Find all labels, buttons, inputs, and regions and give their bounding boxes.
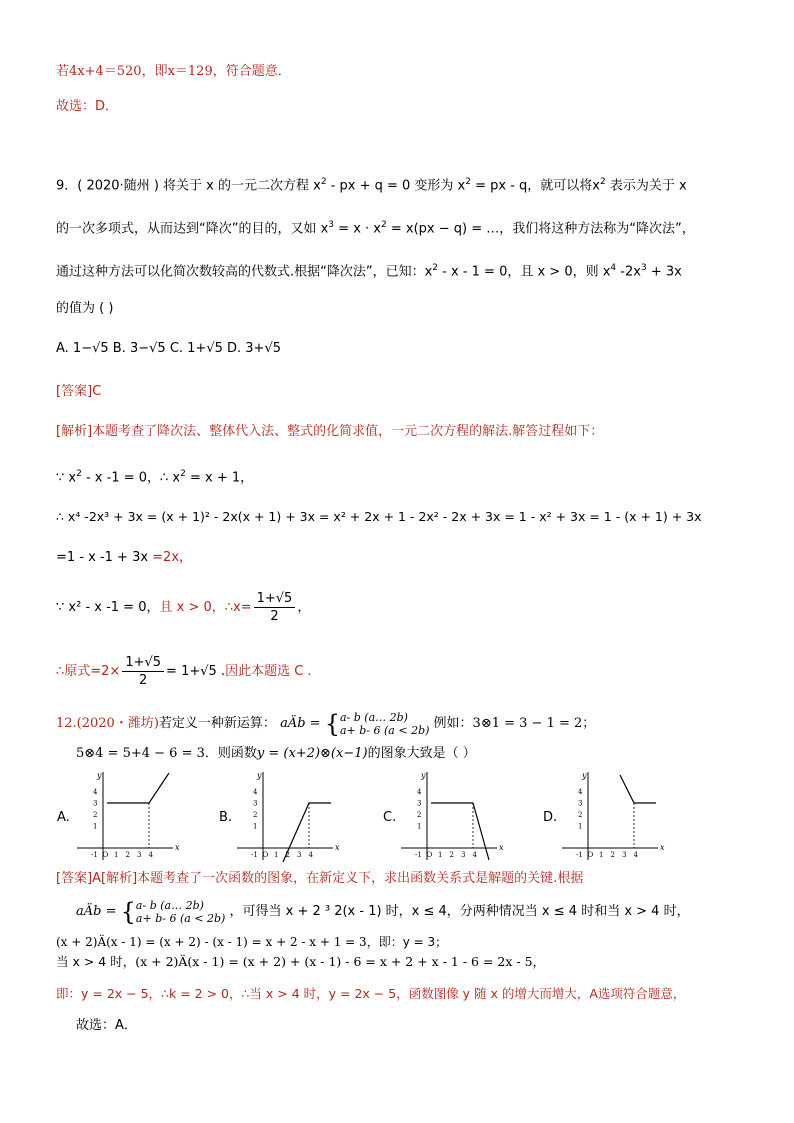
q12-stem-line1: 12.(2020・潍坊)若定义一种新运算： aÄb = { a- b (a… 2b) a+ b- 6 (a < 2b) 例如：3⊗1 = 3 − 1 = 2；: [56, 709, 596, 738]
q9-options: A. 1−√5 B. 3−√5 C. 1+√5 D. 3+√5: [56, 341, 281, 356]
x-tick-label: 3: [297, 851, 302, 859]
q9-stem-line1: 9．( 2020·随州 ) 将关于 x 的一元二次方程 $x^2$ - px + q = 0 变形为 $x^2$ = px - q，就可以将$x^2$ 表示为关于 x: [56, 177, 687, 194]
x-tick-label: O: [587, 851, 594, 859]
option-a-label: A.: [57, 810, 70, 825]
q9-stem-line2: 的一次多项式，从而达到“降次”的目的，又如 $x^3 = x \cdot x^2 = x(px - q)$ = …，我们将这种方法称为“降次法”，: [56, 220, 695, 237]
y-tick-label: 4: [417, 788, 422, 796]
fraction-numerator: 1+√5: [122, 654, 164, 672]
piecewise-definition: { a- b (a… 2b) a+ b- 6 (a < 2b): [120, 897, 226, 926]
x-tick-label: 4: [633, 851, 638, 859]
q9-answer: [答案]C: [56, 384, 102, 399]
y-tick-label: 1: [578, 822, 583, 831]
x-tick-label: 4: [472, 851, 477, 859]
x-tick-label: -1: [251, 851, 258, 859]
fraction-numerator: 1+√5: [254, 590, 296, 608]
x-tick-label: 2: [610, 851, 615, 859]
x-tick-label: 2: [449, 851, 454, 859]
y-axis-label: y: [97, 771, 102, 780]
function-line: [107, 773, 169, 803]
y-axis-label: y: [582, 771, 587, 780]
y-tick-label: 3: [93, 799, 98, 808]
y-tick-label: 4: [93, 788, 98, 796]
q12-def-line: aÄb = { a- b (a… 2b) a+ b- 6 (a < 2b) ，可得当 x + 2 ³ 2(x - 1) 时，x ≤ 4，分两种情况当 x ≤ 4 时和当 x > 4 时，: [76, 897, 690, 926]
q12-conclusion: 即：y = 2x − 5，∴k = 2 > 0，∴当 x > 4 时，y = 2x − 5，函数图像 y 随 x 的增大而增大，A选项符合题意，: [56, 986, 686, 1001]
x-tick-label: 3: [461, 851, 466, 859]
x-tick-label: 1: [274, 851, 279, 859]
option-d-label: D.: [543, 810, 558, 825]
x-tick-label: -1: [91, 851, 98, 859]
option-c-graph: [397, 770, 537, 862]
x-axis-label: x: [660, 843, 665, 852]
q12-answer: [答案]A[解析]本题考查了一次函数的图象，在新定义下，求出函数关系式是解题的关键.根据: [56, 871, 584, 886]
option-a-graph: [73, 770, 213, 862]
q9-step4: ∵ x² - x -1 = 0，且 x > 0，∴x= $\frac{1+√5}{2}$ ，: [56, 591, 311, 624]
y-tick-label: 3: [253, 799, 258, 808]
option-c-label: C.: [383, 810, 397, 825]
q12-stem-line2: 5⊗4 = 5+4 − 6 = 3．则函数y = (x+2)⊗(x−1)的图象大致是（ ）: [76, 746, 476, 761]
y-tick-label: 1: [93, 822, 98, 831]
y-tick-label: 2: [578, 811, 583, 819]
x-tick-label: 2: [125, 851, 130, 859]
x-tick-label: O: [262, 851, 269, 859]
x-tick-label: O: [102, 851, 109, 859]
y-tick-label: 4: [578, 788, 583, 796]
prev-choice-line: 故选：D．: [56, 99, 119, 114]
x-tick-label: 2: [285, 851, 290, 859]
function-line: [620, 775, 656, 803]
q9-stem-line4: 的值为 ( ): [56, 301, 114, 316]
prev-answer-line: 若4x+4＝520，即x＝129，符合题意．: [56, 64, 291, 79]
function-line: [283, 803, 331, 862]
y-tick-label: 3: [417, 799, 422, 808]
x-tick-label: 4: [308, 851, 313, 859]
y-tick-label: 3: [578, 799, 583, 808]
q12-calc2: 当 x > 4 时，(x + 2)Ä(x - 1) = (x + 2) + (x - 1) - 6 = x + 2 + x - 1 - 6 = 2x - 5，: [56, 954, 546, 969]
y-tick-label: 2: [93, 811, 98, 819]
y-axis-label: y: [421, 771, 426, 780]
x-tick-label: 4: [148, 851, 153, 859]
y-tick-label: 1: [417, 822, 422, 831]
piecewise-definition: { a- b (a… 2b) a+ b- 6 (a < 2b): [324, 709, 430, 738]
fraction-denominator: 2: [139, 673, 148, 688]
y-tick-label: 2: [417, 811, 422, 819]
x-axis-label: x: [175, 843, 180, 852]
x-tick-label: O: [426, 851, 433, 859]
fraction-denominator: 2: [270, 609, 279, 624]
y-tick-label: 4: [253, 788, 258, 796]
x-axis-label: x: [499, 843, 504, 852]
q9-step1: ∵ $x^2$ - x -1 = 0，∴ $x^2 = x + 1$，: [56, 469, 254, 486]
x-tick-label: -1: [415, 851, 422, 859]
option-b-label: B.: [219, 810, 233, 825]
y-tick-label: 1: [253, 822, 258, 831]
y-tick-label: 2: [253, 811, 258, 819]
q9-step2: ∴ x⁴ -2x³ + 3x = (x + 1)² - 2x(x + 1) + 3x = x² + 2x + 1 - 2x² - 2x + 3x = 1 - x² + 3x = 1 - (x + 1) + 3x: [56, 509, 702, 524]
x-tick-label: 1: [599, 851, 604, 859]
x-tick-label: 1: [438, 851, 443, 859]
q12-calc1: (x + 2)Ä(x - 1) = (x + 2) - (x - 1) = x + 2 - x + 1 = 3，即：y = 3；: [56, 935, 448, 949]
q9-step3: =1 - x -1 + 3x =2x，: [56, 550, 193, 565]
x-tick-label: -1: [576, 851, 583, 859]
q9-step5: ∴原式=2× $\frac{1+√5}{2}$ = 1+√5 .因此本题选 C .: [56, 655, 312, 688]
x-axis-label: x: [335, 843, 340, 852]
q9-stem-line3: 通过这种方法可以化简次数较高的代数式.根据“降次法”，已知：$x^2 - x - 1 = 0$，且 x > 0，则 $x^4$ $-2x^3 + 3x$: [56, 263, 682, 280]
x-tick-label: 3: [622, 851, 627, 859]
x-tick-label: 1: [114, 851, 119, 859]
option-d-graph: [558, 770, 698, 862]
x-tick-label: 3: [137, 851, 142, 859]
y-axis-label: y: [257, 771, 262, 780]
q12-final: 故选：A．: [76, 1018, 137, 1033]
q9-analysis: [解析]本题考查了降次法、整体代入法、整式的化简求值，一元二次方程的解法.解答过程如下：: [56, 424, 604, 439]
option-b-graph: [233, 770, 373, 862]
